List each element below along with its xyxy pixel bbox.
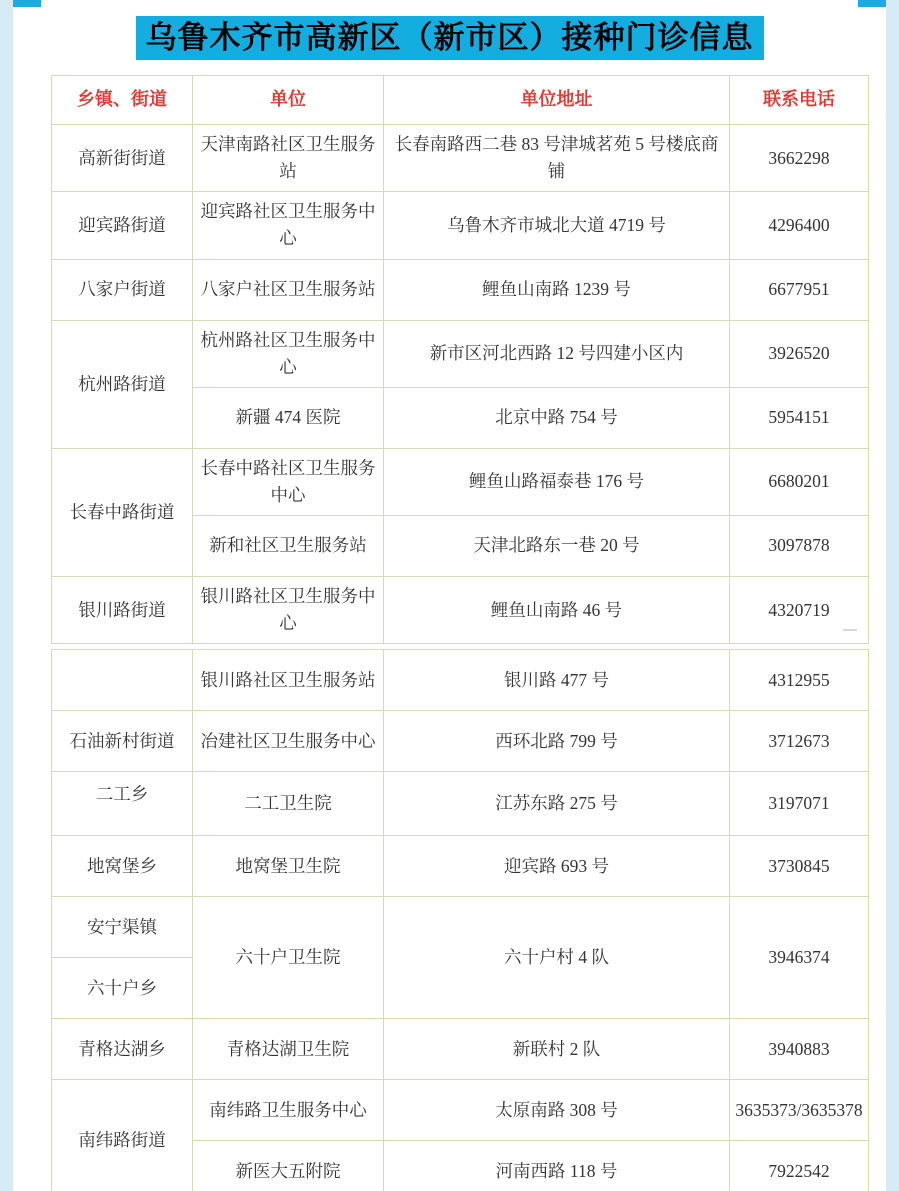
table-row [52, 1080, 869, 1141]
cell-unit: 八家户社区卫生服务站 [193, 259, 384, 320]
cell-address: 鲤鱼山南路 46 号 [384, 577, 730, 644]
cell-township: 杭州路街道 [52, 320, 193, 448]
table-row [52, 772, 869, 836]
cell-unit: 杭州路社区卫生服务中心 [193, 320, 384, 387]
cell-phone: 4296400 [730, 192, 869, 259]
cell-phone: 3197071 [730, 772, 869, 836]
cell-unit: 南纬路卫生服务中心 [193, 1080, 384, 1141]
page-title: 乌鲁木齐市高新区（新市区）接种门诊信息 [136, 16, 764, 60]
cell-township: 石油新村街道 [52, 711, 193, 772]
table-row [52, 650, 869, 711]
artifact-mark-left [13, 0, 41, 7]
cell-unit: 迎宾路社区卫生服务中心 [193, 192, 384, 259]
table-row [52, 836, 869, 897]
cell-phone: 3940883 [730, 1019, 869, 1080]
cell-phone: 3635373/3635378 [730, 1080, 869, 1141]
page-break-mark [843, 629, 857, 631]
cell-phone: 3712673 [730, 711, 869, 772]
cell-phone: 4320719 [730, 577, 869, 644]
cell-address: 新联村 2 队 [384, 1019, 730, 1080]
table-row [52, 897, 869, 958]
cell-township: 南纬路街道 [52, 1080, 193, 1191]
cell-unit: 天津南路社区卫生服务站 [193, 125, 384, 192]
cell-unit: 新和社区卫生服务站 [193, 516, 384, 577]
column-header: 单位地址 [384, 76, 730, 125]
clinic-table-container [51, 75, 868, 1191]
title-bar [13, 0, 886, 75]
cell-phone: 3097878 [730, 516, 869, 577]
cell-township: 六十户乡 [52, 958, 193, 1019]
cell-unit: 银川路社区卫生服务中心 [193, 577, 384, 644]
table-row [52, 1019, 869, 1080]
cell-address: 银川路 477 号 [384, 650, 730, 711]
cell-address: 迎宾路 693 号 [384, 836, 730, 897]
cell-township: 银川路街道 [52, 577, 193, 644]
cell-phone: 6677951 [730, 259, 869, 320]
cell-unit: 新疆 474 医院 [193, 387, 384, 448]
table-row [52, 192, 869, 259]
cell-address: 江苏东路 275 号 [384, 772, 730, 836]
table-row [52, 125, 869, 192]
cell-phone: 3926520 [730, 320, 869, 387]
cell-address: 北京中路 754 号 [384, 387, 730, 448]
cell-phone: 3662298 [730, 125, 869, 192]
cell-address: 新市区河北西路 12 号四建小区内 [384, 320, 730, 387]
header-row [52, 76, 869, 125]
table-row [52, 577, 869, 644]
cell-township: 高新街街道 [52, 125, 193, 192]
cell-unit: 长春中路社区卫生服务中心 [193, 448, 384, 515]
cell-township: 八家户街道 [52, 259, 193, 320]
clinic-table-section-1 [51, 75, 869, 644]
cell-township: 地窝堡乡 [52, 836, 193, 897]
cell-phone: 7922542 [730, 1141, 869, 1191]
cell-unit: 六十户卫生院 [193, 897, 384, 1019]
artifact-mark-right [858, 0, 886, 7]
cell-address: 六十户村 4 队 [384, 897, 730, 1019]
cell-address: 鲤鱼山路福泰巷 176 号 [384, 448, 730, 515]
cell-township [52, 650, 193, 711]
document-card [13, 0, 886, 1191]
cell-phone: 4312955 [730, 650, 869, 711]
cell-township: 二工乡 [52, 772, 193, 836]
cell-address: 乌鲁木齐市城北大道 4719 号 [384, 192, 730, 259]
table-row [52, 711, 869, 772]
cell-address: 鲤鱼山南路 1239 号 [384, 259, 730, 320]
cell-phone: 5954151 [730, 387, 869, 448]
cell-unit: 二工卫生院 [193, 772, 384, 836]
table-row [52, 448, 869, 515]
cell-unit: 银川路社区卫生服务站 [193, 650, 384, 711]
cell-phone: 6680201 [730, 448, 869, 515]
column-header: 乡镇、街道 [52, 76, 193, 125]
cell-township: 青格达湖乡 [52, 1019, 193, 1080]
cell-unit: 新医大五附院 [193, 1141, 384, 1191]
table-row [52, 320, 869, 387]
table-row [52, 259, 869, 320]
cell-address: 天津北路东一巷 20 号 [384, 516, 730, 577]
cell-unit: 冶建社区卫生服务中心 [193, 711, 384, 772]
cell-address: 河南西路 118 号 [384, 1141, 730, 1191]
cell-address: 长春南路西二巷 83 号津城茗苑 5 号楼底商铺 [384, 125, 730, 192]
cell-address: 西环北路 799 号 [384, 711, 730, 772]
cell-phone: 3730845 [730, 836, 869, 897]
cell-unit: 青格达湖卫生院 [193, 1019, 384, 1080]
cell-township: 迎宾路街道 [52, 192, 193, 259]
cell-phone: 3946374 [730, 897, 869, 1019]
cell-township: 安宁渠镇 [52, 897, 193, 958]
column-header: 单位 [193, 76, 384, 125]
clinic-table-section-2 [51, 649, 869, 1191]
cell-township: 长春中路街道 [52, 448, 193, 576]
column-header: 联系电话 [730, 76, 869, 125]
cell-address: 太原南路 308 号 [384, 1080, 730, 1141]
cell-unit: 地窝堡卫生院 [193, 836, 384, 897]
